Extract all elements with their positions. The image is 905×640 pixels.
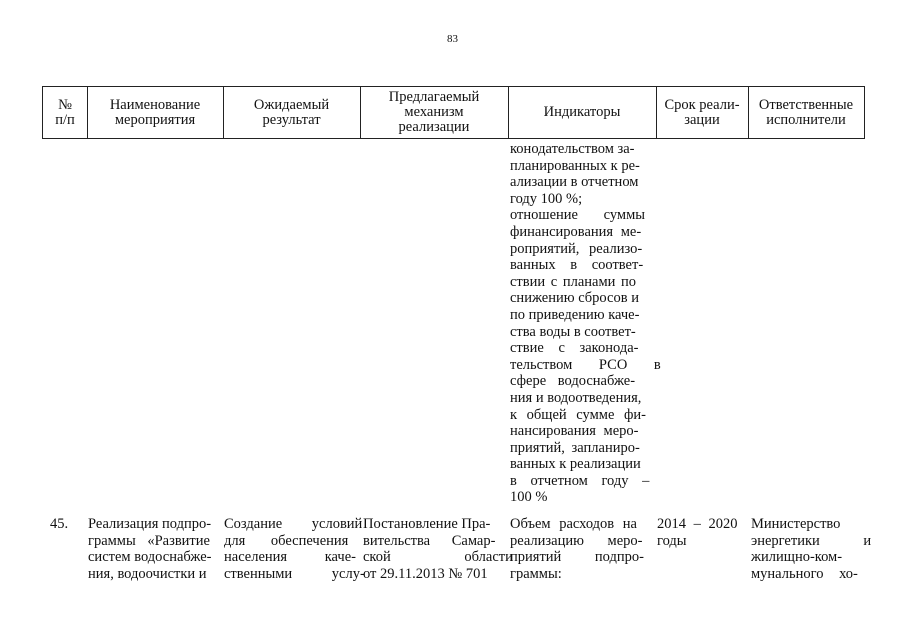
row45-result: Создание условий для обеспечения населения каче- ственными услу- <box>224 516 365 582</box>
indicator-line: конодательством за- <box>510 141 635 157</box>
table-header <box>42 86 865 139</box>
header-responsible: Ответственные исполнители <box>758 96 854 128</box>
indicator-line: по приведению каче- <box>510 306 640 323</box>
indicator-line: ства воды в соответ- <box>510 323 636 340</box>
indicator-line: приятий, запланиро- <box>510 439 640 456</box>
row-number: 45. <box>50 516 69 532</box>
header-result: Ожидаемый результат <box>253 96 330 128</box>
indicator-line: нансирования меро- <box>510 423 639 440</box>
indicator-line: сфере водоснабже- <box>510 373 636 390</box>
indicator-line: к общей сумме фи- <box>510 406 646 423</box>
indicator-line: снижению сбросов и <box>510 290 639 307</box>
indicator-line: финансирования ме- <box>510 223 642 240</box>
row45-responsible: Министерство энергетики и жилищно-ком- мунального хо- <box>751 516 872 582</box>
indicator-line: планированных к ре- <box>510 157 640 174</box>
indicator-line: отношение суммы <box>510 207 645 224</box>
header-indicators: Индикаторы <box>543 104 621 120</box>
indicator-line: ванных к реализации <box>510 456 641 473</box>
indicator-line: ванных в соответ- <box>510 257 644 274</box>
row45-mechanism: Постановление Пра- вительства Самар- ской области от 29.11.2013 № 701 <box>363 516 513 582</box>
page-number: 83 <box>447 33 458 45</box>
indicator-line: тельством РСО в <box>510 356 661 373</box>
row45-name: Реализация подпро- граммы «Развитие систем водоснабже- ния, водоочистки и <box>88 516 212 582</box>
row45-term: 2014 – 2020 годы <box>657 516 738 549</box>
indicator-line: ализации в отчетном <box>510 174 639 191</box>
indicator-line: году 100 %; <box>510 190 583 207</box>
indicator-line: ствие с законода- <box>510 340 639 357</box>
indicator-line: в отчетном году – <box>510 472 650 489</box>
header-mechanism: Предлагаемый механизм реализации <box>388 89 480 135</box>
indicator-line: ствии с планами по <box>510 273 637 290</box>
header-num: № п/п <box>55 96 75 128</box>
indicator-line: 100 % <box>510 489 548 506</box>
indicator-line: ния и водоотведения, <box>510 389 642 406</box>
header-name: Наименование мероприятия <box>109 96 201 128</box>
row45-indicators: Объем расходов на реализацию меро- приятий подпро- граммы: <box>510 516 644 582</box>
indicator-line: роприятий, реализо- <box>510 240 643 257</box>
indicators-continued <box>510 141 661 506</box>
header-term: Срок реали- зации <box>664 96 740 128</box>
